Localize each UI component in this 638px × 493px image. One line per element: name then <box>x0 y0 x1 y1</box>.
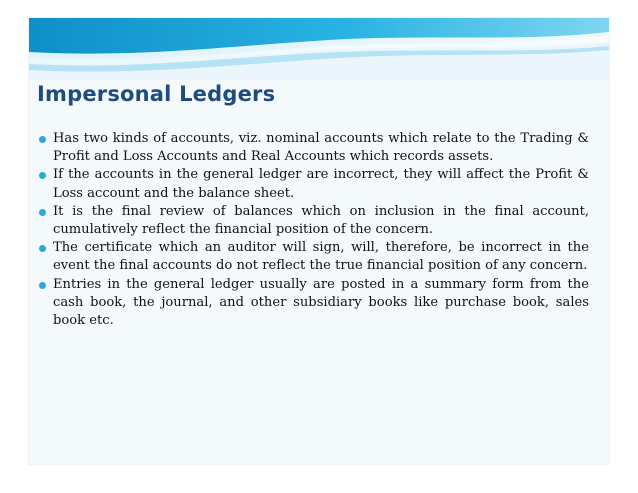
header-wave-band <box>29 18 609 80</box>
bullet-item <box>38 239 589 275</box>
bullet-item <box>38 130 589 166</box>
bullet-dot-icon <box>39 172 46 179</box>
bullet-text: It is the final review of balances which on inclusion in the final account, cumulatively reflect the financial position of the concern. <box>53 203 589 238</box>
bullet-dot-icon <box>39 209 46 216</box>
bullet-item <box>38 276 589 331</box>
bullet-text: Has two kinds of accounts, viz. nominal accounts which relate to the Trading & Profit and Loss Accounts and Real Accounts which records assets. <box>53 131 589 165</box>
bullet-list <box>38 130 589 330</box>
bullet-text: If the accounts in the general ledger are incorrect, they will affect the Profit & Loss account and the balance sheet. <box>53 167 589 201</box>
bullet-item <box>38 166 589 202</box>
bullet-text: The certificate which an auditor will sign, will, therefore, be incorrect in the event the final accounts do not reflect the true financial position of any concern. <box>53 240 589 274</box>
bullet-dot-icon <box>39 136 46 143</box>
bullet-item <box>38 203 589 239</box>
bullet-dot-icon <box>39 282 46 289</box>
bullet-text: Entries in the general ledger usually are posted in a summary form from the cash book, the journal, and other subsidiary books like purchase book, sales book etc. <box>53 276 589 329</box>
slide <box>29 18 609 464</box>
bullet-dot-icon <box>39 245 46 252</box>
slide-title: Impersonal Ledgers <box>37 82 276 106</box>
